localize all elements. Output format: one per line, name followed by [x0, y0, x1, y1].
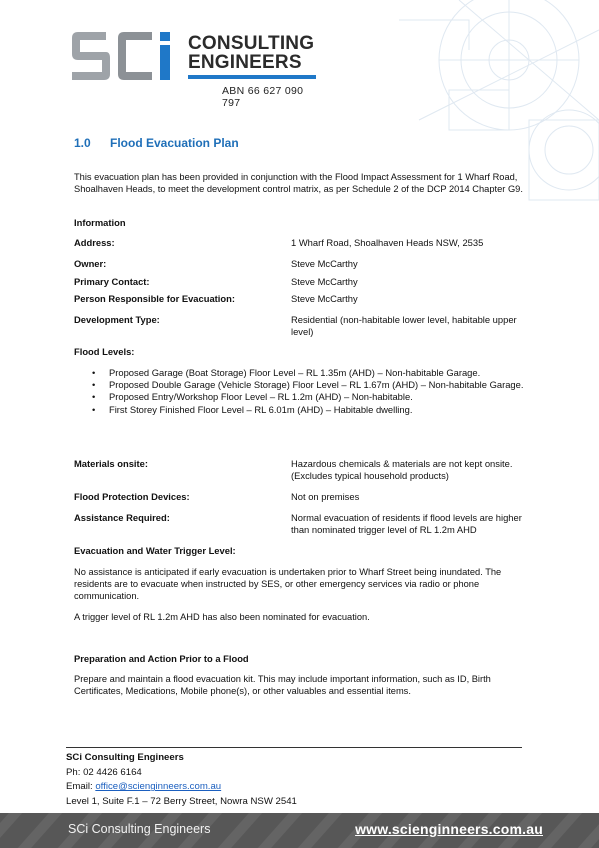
sci-monogram-icon: [70, 30, 182, 82]
footer-contact: [66, 751, 297, 809]
info-value-address: 1 Wharf Road, Shoalhaven Heads NSW, 2535: [291, 237, 484, 248]
footer-website-link[interactable]: www.scienginneers.com.au: [355, 821, 543, 837]
footer-divider: [66, 747, 522, 748]
preparation-paragraph: Prepare and maintain a flood evacuation kit. This may include important information, such as ID, Birth Certificates, Medications, Mobile phone(s), or other valuables and essential items.: [74, 674, 491, 697]
page-header: [0, 0, 599, 110]
list-item: • Proposed Double Garage (Vehicle Storage) Floor Level – RL 1.67m (AHD) – Non-habitable Garage.: [90, 379, 535, 391]
logo-wordmark: [188, 34, 314, 72]
site-value-assistance: Normal evacuation of residents if flood levels are higher than nominated trigger level of RL 1.2m AHD: [291, 512, 522, 536]
site-value-protection-devices: Not on premises: [291, 491, 360, 502]
footer-email-line: [66, 780, 297, 795]
site-value-materials: Hazardous chemicals & materials are not kept onsite. (Excludes typical household products): [291, 458, 513, 482]
info-label-primary-contact: Primary Contact:: [74, 276, 150, 287]
info-label-responsible-person: Person Responsible for Evacuation:: [74, 293, 235, 304]
info-label-owner: Owner:: [74, 258, 107, 269]
information-heading: Information: [74, 217, 126, 228]
evacuation-paragraph-2: A trigger level of RL 1.2m AHD has also been nominated for evacuation.: [74, 612, 370, 622]
sci-logo: [70, 30, 320, 109]
info-label-development-type: Development Type:: [74, 314, 160, 325]
footer-address: Level 1, Suite F.1 – 72 Berry Street, Nowra NSW 2541: [66, 795, 297, 807]
footer-phone: Ph: 02 4426 6164: [66, 766, 142, 778]
list-item: • Proposed Garage (Boat Storage) Floor Level – RL 1.35m (AHD) – Non-habitable Garage.: [90, 367, 535, 379]
site-label-protection-devices: Flood Protection Devices:: [74, 491, 190, 502]
evacuation-heading: Evacuation and Water Trigger Level:: [74, 545, 236, 556]
flood-levels-list: [90, 367, 535, 416]
footer-email-link[interactable]: office@scienginneers.com.au: [95, 781, 222, 793]
flood-levels-heading: Flood Levels:: [74, 346, 135, 357]
logo-line-1: CONSULTING: [188, 33, 315, 54]
abn-number: ABN 66 627 090 797: [222, 85, 304, 109]
info-value-owner: Steve McCarthy: [291, 258, 358, 269]
site-label-assistance: Assistance Required:: [74, 512, 170, 523]
info-value-development-type: Residential (non-habitable lower level, habitable upper level): [291, 314, 517, 338]
evacuation-paragraph-1: No assistance is anticipated if early evacuation is undertaken prior to Wharf Street being inundated. The residents are to evacuate when instructed by SES, or other emergency services via radio or phone communication.: [74, 567, 502, 602]
preparation-heading: Preparation and Action Prior to a Flood: [74, 653, 249, 664]
section-number: 1.0: [74, 136, 91, 150]
footer-bar: [0, 813, 599, 848]
logo-accent-bar: [188, 75, 316, 79]
intro-paragraph: This evacuation plan has been provided in conjunction with the Flood Impact Assessment for 1 Wharf Road, Shoalhaven Heads, to meet the development control matrix, as per Schedule 2 of the DCP 2014 Chapter G9.: [74, 172, 523, 195]
section-heading: [74, 136, 239, 150]
list-item: • Proposed Entry/Workshop Floor Level – RL 1.2m (AHD) – Non-habitable.: [90, 391, 535, 403]
logo-line-2: ENGINEERS: [188, 52, 302, 73]
info-value-primary-contact: Steve McCarthy: [291, 276, 358, 287]
footer-bar-firm: SCi Consulting Engineers: [68, 822, 211, 836]
list-item: • First Storey Finished Floor Level – RL 6.01m (AHD) – Habitable dwelling.: [90, 404, 535, 416]
site-label-materials: Materials onsite:: [74, 458, 148, 469]
info-label-address: Address:: [74, 237, 115, 248]
footer-email-label: Email:: [66, 781, 96, 793]
section-title: Flood Evacuation Plan: [110, 136, 239, 150]
footer-firm-name: SCi Consulting Engineers: [66, 752, 184, 763]
info-value-responsible-person: Steve McCarthy: [291, 293, 358, 304]
